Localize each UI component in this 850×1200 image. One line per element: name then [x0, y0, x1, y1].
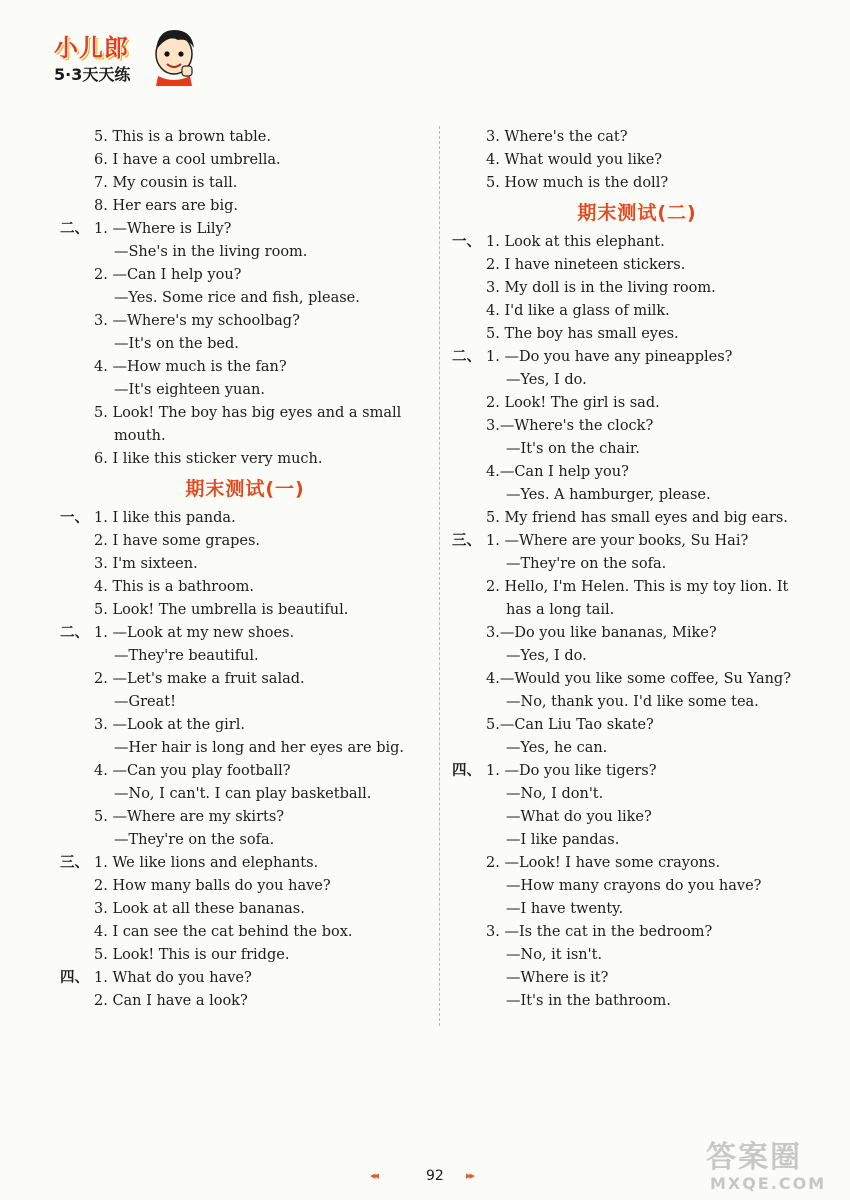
page-number: 92: [426, 1168, 444, 1184]
answer-text: 1. What do you have?: [94, 970, 252, 986]
answer-text: 4. —How much is the fan?: [94, 359, 287, 375]
answer-line: [452, 438, 822, 461]
answer-line: [60, 599, 430, 622]
answer-text: 2. I have some grapes.: [94, 533, 261, 549]
section-marker: 四、: [452, 763, 481, 779]
answer-text: 1. —Do you like tigers?: [486, 763, 657, 779]
answer-line: [452, 921, 822, 944]
answer-line: [60, 760, 430, 783]
answer-line: [60, 691, 430, 714]
answer-line: [60, 287, 430, 310]
answer-text: —Yes. Some rice and fish, please.: [114, 290, 360, 306]
answer-line: [452, 484, 822, 507]
answer-text: 4. This is a bathroom.: [94, 579, 254, 595]
answer-line: [452, 461, 822, 484]
answer-line: [452, 645, 822, 668]
answer-text: —Yes, I do.: [506, 648, 587, 664]
answer-text: —No, I can't. I can play basketball.: [114, 786, 372, 802]
answer-text: —Where is it?: [506, 970, 609, 986]
answer-text: 1. We like lions and elephants.: [94, 855, 319, 871]
answer-text: 4.—Can I help you?: [486, 464, 629, 480]
left-answer-column: [60, 126, 430, 1013]
answer-text: —They're on the sofa.: [114, 832, 275, 848]
answer-line: [60, 553, 430, 576]
section-marker: 二、: [60, 221, 89, 237]
answer-text: 4.—Would you like some coffee, Su Yang?: [486, 671, 791, 687]
answer-line: [60, 645, 430, 668]
boy-mascot-icon: [148, 24, 200, 86]
answer-line: [60, 852, 430, 875]
answer-text: 3.—Where's the clock?: [486, 418, 654, 434]
answer-text: 6. I like this sticker very much.: [94, 451, 323, 467]
answer-text: 3. My doll is in the living room.: [486, 280, 716, 296]
answer-text: 2. Can I have a look?: [94, 993, 248, 1009]
series-title: 5·3天天练: [54, 65, 131, 84]
answer-line: [452, 990, 822, 1013]
answer-text: —It's on the bed.: [114, 336, 239, 352]
answer-text: 5.—Can Liu Tao skate?: [486, 717, 654, 733]
answer-text: 1. Look at this elephant.: [486, 234, 665, 250]
answer-text: has a long tail.: [506, 602, 615, 618]
answer-line: [452, 783, 822, 806]
answer-line: [452, 369, 822, 392]
answer-line: [452, 898, 822, 921]
answer-line: [452, 126, 822, 149]
answer-text: —No, I don't.: [506, 786, 604, 802]
answer-text: 1. —Where are your books, Su Hai?: [486, 533, 749, 549]
answer-text: 1. —Look at my new shoes.: [94, 625, 295, 641]
answer-text: —It's in the bathroom.: [506, 993, 671, 1009]
answer-text: —Yes. A hamburger, please.: [506, 487, 711, 503]
answer-line: [60, 714, 430, 737]
answer-text: 2. —Let's make a fruit salad.: [94, 671, 305, 687]
answer-line: [452, 691, 822, 714]
right-answer-column: [452, 126, 822, 1013]
answer-line: [60, 875, 430, 898]
answer-line: [60, 149, 430, 172]
answer-text: —They're beautiful.: [114, 648, 259, 664]
answer-line: [452, 875, 822, 898]
answer-text: —No, it isn't.: [506, 947, 603, 963]
answer-line: [452, 737, 822, 760]
section-marker: 一、: [452, 234, 481, 250]
answer-text: 5. —Where are my skirts?: [94, 809, 285, 825]
answer-line: [60, 425, 430, 448]
answer-text: 3. —Is the cat in the bedroom?: [486, 924, 713, 940]
answer-text: 7. My cousin is tall.: [94, 175, 238, 191]
answer-line: [60, 333, 430, 356]
answer-line: [60, 990, 430, 1013]
answer-text: 4. I'd like a glass of milk.: [486, 303, 670, 319]
answer-text: —They're on the sofa.: [506, 556, 667, 572]
answer-text: —No, thank you. I'd like some tea.: [506, 694, 759, 710]
answer-line: [452, 300, 822, 323]
answer-text: 5. Look! The umbrella is beautiful.: [94, 602, 349, 618]
answer-text: 3. Look at all these bananas.: [94, 901, 305, 917]
answer-text: 4. —Can you play football?: [94, 763, 291, 779]
answer-text: mouth.: [114, 428, 166, 444]
answer-text: 1. —Do you have any pineapples?: [486, 349, 733, 365]
answer-text: 2. —Look! I have some crayons.: [486, 855, 721, 871]
answer-line: [452, 760, 822, 783]
answer-text: —She's in the living room.: [114, 244, 308, 260]
answer-text: 2. —Can I help you?: [94, 267, 242, 283]
answer-line: [60, 126, 430, 149]
answer-text: 3.—Do you like bananas, Mike?: [486, 625, 717, 641]
answer-text: 5. Look! This is our fridge.: [94, 947, 290, 963]
answer-line: [452, 852, 822, 875]
answer-line: [452, 392, 822, 415]
answer-text: 2. Look! The girl is sad.: [486, 395, 660, 411]
answer-line: [452, 553, 822, 576]
page-footer: [370, 1166, 490, 1186]
answer-text: 3. —Where's my schoolbag?: [94, 313, 300, 329]
answer-text: 5. The boy has small eyes.: [486, 326, 679, 342]
answer-text: —I like pandas.: [506, 832, 620, 848]
answer-line: [452, 622, 822, 645]
answer-text: —It's eighteen yuan.: [114, 382, 265, 398]
section-heading-text: 期末测试(二): [577, 202, 697, 224]
column-divider: [439, 126, 440, 1026]
answer-line: [60, 898, 430, 921]
answer-text: 5. My friend has small eyes and big ears.: [486, 510, 788, 526]
answer-line: [452, 323, 822, 346]
brand-title: 小儿郎: [54, 34, 129, 62]
answer-line: [60, 921, 430, 944]
answer-line: [60, 737, 430, 760]
section-marker: 二、: [60, 625, 89, 641]
answer-line: [60, 379, 430, 402]
answer-line: [452, 714, 822, 737]
section-heading: [452, 195, 822, 231]
answer-text: 2. Hello, I'm Helen. This is my toy lion. It: [486, 579, 789, 595]
section-marker: 四、: [60, 970, 89, 986]
answer-line: [452, 829, 822, 852]
answer-line: [60, 264, 430, 287]
answer-line: [60, 829, 430, 852]
answer-line: [60, 530, 430, 553]
answer-text: 2. How many balls do you have?: [94, 878, 331, 894]
answer-line: [452, 149, 822, 172]
answer-text: —Yes, I do.: [506, 372, 587, 388]
answer-line: [452, 576, 822, 599]
answer-text: —I have twenty.: [506, 901, 624, 917]
answer-text: 3. —Look at the girl.: [94, 717, 245, 733]
answer-line: [60, 448, 430, 471]
answer-line: [452, 231, 822, 254]
answer-line: [452, 254, 822, 277]
answer-text: 3. Where's the cat?: [486, 129, 628, 145]
answer-text: —Great!: [114, 694, 176, 710]
section-marker: 三、: [60, 855, 89, 871]
watermark-cn: 答案圈: [706, 1140, 802, 1175]
answer-text: 4. What would you like?: [486, 152, 663, 168]
answer-line: [60, 944, 430, 967]
page-next-arrow-icon: ▸▸: [466, 1169, 474, 1182]
answer-line: [452, 668, 822, 691]
section-marker: 二、: [452, 349, 481, 365]
answer-line: [60, 195, 430, 218]
answer-text: 8. Her ears are big.: [94, 198, 238, 214]
answer-line: [60, 967, 430, 990]
answer-line: [60, 806, 430, 829]
answer-text: 3. I'm sixteen.: [94, 556, 198, 572]
answer-text: —How many crayons do you have?: [506, 878, 762, 894]
answer-line: [60, 507, 430, 530]
answer-line: [60, 241, 430, 264]
answer-line: [452, 599, 822, 622]
answer-line: [452, 806, 822, 829]
answer-text: 1. —Where is Lily?: [94, 221, 232, 237]
page-prev-arrow-icon: ◂◂: [370, 1169, 378, 1182]
section-heading: [60, 471, 430, 507]
answer-line: [60, 783, 430, 806]
answer-line: [60, 576, 430, 599]
section-marker: 一、: [60, 510, 89, 526]
answer-line: [60, 668, 430, 691]
section-marker: 三、: [452, 533, 481, 549]
watermark-logo: [706, 1132, 846, 1196]
answer-line: [452, 172, 822, 195]
answer-line: [60, 356, 430, 379]
watermark-en: MXQE.COM: [710, 1174, 827, 1193]
answer-line: [452, 277, 822, 300]
answer-line: [452, 967, 822, 990]
answer-line: [60, 402, 430, 425]
section-heading-text: 期末测试(一): [185, 478, 305, 500]
answer-text: 5. How much is the doll?: [486, 175, 669, 191]
answer-text: 4. I can see the cat behind the box.: [94, 924, 353, 940]
answer-text: 5. This is a brown table.: [94, 129, 271, 145]
answer-line: [60, 218, 430, 241]
answer-text: 6. I have a cool umbrella.: [94, 152, 281, 168]
answer-line: [60, 172, 430, 195]
answer-text: —Her hair is long and her eyes are big.: [114, 740, 405, 756]
answer-line: [60, 622, 430, 645]
answer-text: —Yes, he can.: [506, 740, 608, 756]
answer-line: [452, 346, 822, 369]
book-logo: [48, 22, 208, 92]
answer-text: —It's on the chair.: [506, 441, 640, 457]
answer-line: [452, 415, 822, 438]
answer-text: 2. I have nineteen stickers.: [486, 257, 686, 273]
answer-line: [60, 310, 430, 333]
answer-line: [452, 944, 822, 967]
answer-text: 1. I like this panda.: [94, 510, 236, 526]
answer-line: [452, 507, 822, 530]
answer-text: 5. Look! The boy has big eyes and a small: [94, 405, 402, 421]
answer-text: —What do you like?: [506, 809, 652, 825]
answer-line: [452, 530, 822, 553]
